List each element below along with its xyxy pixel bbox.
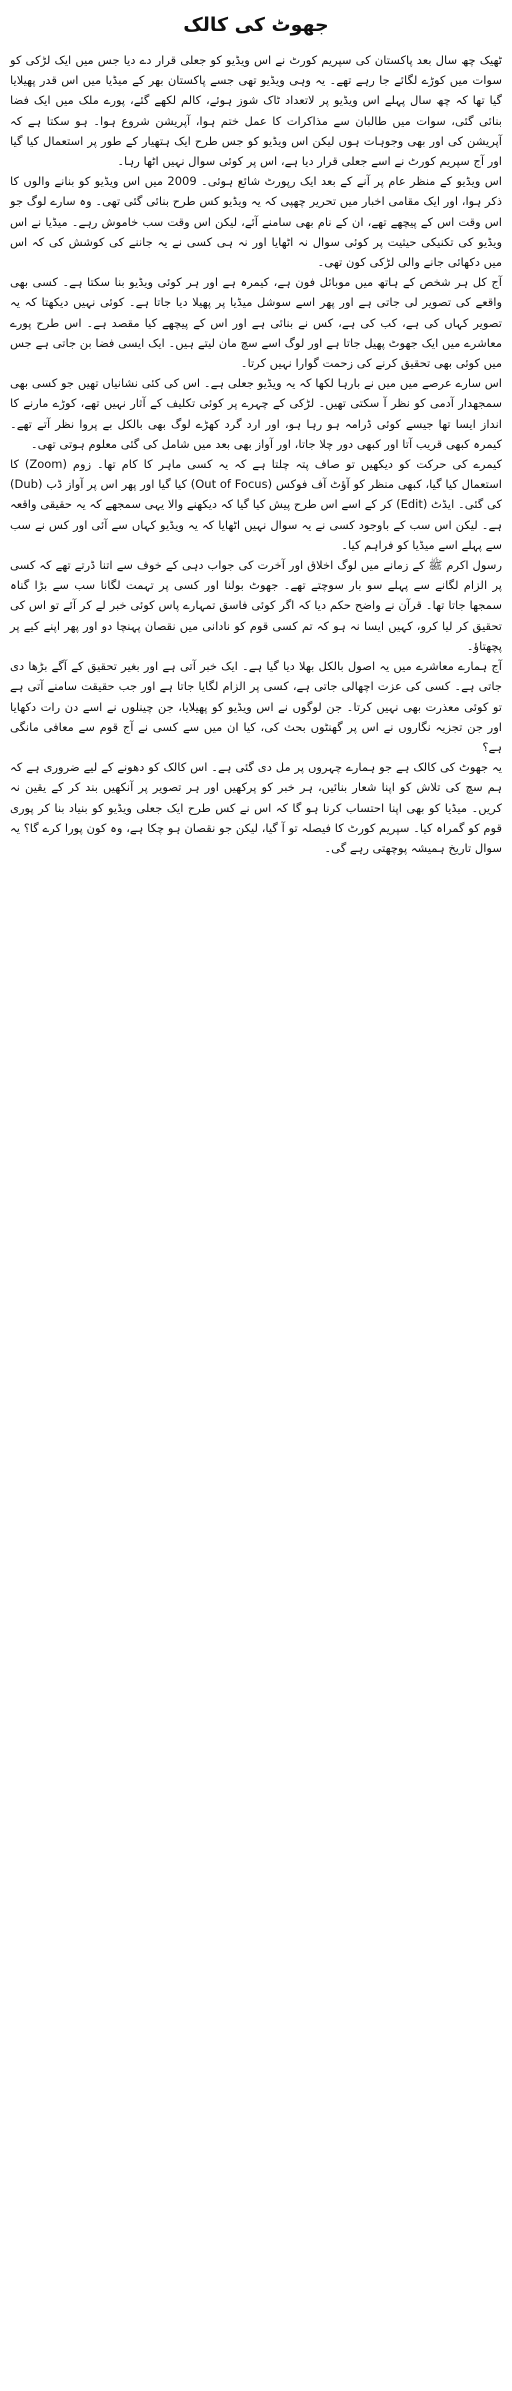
article-body bbox=[10, 50, 502, 858]
article-paragraph: اس سارے عرصے میں میں نے بارہا لکھا کہ یہ ویڈیو جعلی ہے۔ اس کی کئی نشانیاں تھیں جو کسی بھی سمجھدار آدمی کو نظر آ سکتی تھیں۔ لڑکی کے چہرے پر کوئی تکلیف کے آثار نہیں تھے، کوڑے مارنے کا انداز ایسا تھا جیسے کوئی ڈرامہ ہو رہا ہو، اور ارد گرد کھڑے لوگ بھی بالکل بے پروا نظر آتے تھے۔ کیمرہ کبھی قریب آتا اور کبھی دور چلا جاتا، اور آواز بھی بعد میں شامل کی گئی معلوم ہوتی تھی۔ bbox=[10, 376, 502, 451]
article-title: جھوٹ کی کالک bbox=[183, 14, 329, 36]
article-paragraph: رسول اکرم ﷺ کے زمانے میں لوگ اخلاق اور آخرت کی جواب دہی کے خوف سے اتنا ڈرتے تھے کہ کسی پر الزام لگانے سے پہلے سو بار سوچتے تھے۔ جھوٹ بولنا اور کسی پر تہمت لگانا سب سے بڑا گناہ سمجھا جاتا تھا۔ قرآن نے واضح حکم دیا کہ اگر کوئی فاسق تمہارے پاس کوئی خبر لے کر آئے تو اس کی تحقیق کر لیا کرو، کہیں ایسا نہ ہو کہ تم کسی قوم کو نادانی میں نقصان پہنچا دو اور پھر اپنے کیے پر پچھتاؤ۔ bbox=[10, 558, 502, 653]
article-paragraph: آج ہمارے معاشرے میں یہ اصول بالکل بھلا دیا گیا ہے۔ ایک خبر آتی ہے اور بغیر تحقیق کے آگے بڑھا دی جاتی ہے۔ کسی کی عزت اچھالی جاتی ہے، کسی پر الزام لگایا جاتا ہے اور جب حقیقت سامنے آتی ہے تو کوئی معذرت بھی نہیں کرتا۔ جن لوگوں نے اس ویڈیو کو پھیلایا، جن چینلوں نے اسے دن رات دکھایا اور جن تجزیہ نگاروں نے اس پر گھنٹوں بحث کی، کیا ان میں سے کسی نے آج قوم سے معافی مانگی ہے؟ bbox=[10, 659, 502, 754]
article-paragraph: ٹھیک چھ سال بعد پاکستان کی سپریم کورٹ نے اس ویڈیو کو جعلی قرار دے دیا جس میں ایک لڑکی کو سوات میں کوڑے لگائے جا رہے تھے۔ یہ وہی ویڈیو تھی جسے پاکستان بھر کے میڈیا میں اس قدر پھیلایا گیا تھا کہ چھ سال پہلے اس ویڈیو پر لاتعداد ٹاک شوز ہوئے، کالم لکھے گئے، پورے ملک میں ایک فضا بنائی گئی، سوات میں طالبان سے مذاکرات کا عمل ختم ہوا، آپریشن شروع ہوا۔ ہو سکتا ہے کہ آپریشن کی اور بھی وجوہات ہوں لیکن اس ویڈیو کو جس طرح ایک ہتھیار کے طور پر استعمال کیا گیا اور آج سپریم کورٹ نے اسے جعلی قرار دیا ہے، اس پر کوئی سوال نہیں اٹھا رہا۔ bbox=[10, 53, 502, 169]
article-paragraph: یہ جھوٹ کی کالک ہے جو ہمارے چہروں پر مل دی گئی ہے۔ اس کالک کو دھونے کے لیے ضروری ہے کہ ہم سچ کی تلاش کو اپنا شعار بنائیں، ہر خبر کو پرکھیں اور ہر تصویر پر آنکھیں بند کر کے یقین نہ کریں۔ میڈیا کو بھی اپنا احتساب کرنا ہو گا کہ اس نے کس طرح ایک جعلی ویڈیو کو بنیاد بنا کر پوری قوم کو گمراہ کیا۔ سپریم کورٹ کا فیصلہ تو آ گیا، لیکن جو نقصان ہو چکا ہے، وہ کون پورا کرے گا؟ یہ سوال تاریخ ہمیشہ پوچھتی رہے گی۔ bbox=[10, 760, 502, 855]
article-paragraph: کیمرے کی حرکت کو دیکھیں تو صاف پتہ چلتا ہے کہ یہ کسی ماہر کا کام تھا۔ زوم (Zoom) کا استعمال کیا گیا، کبھی منظر کو آؤٹ آف فوکس (Out of Focus) کیا گیا اور پھر اس پر آواز ڈب (Dub) کی گئی۔ ایڈٹ (Edit) کر کے اسے اس طرح پیش کیا گیا کہ دیکھنے والا یہی سمجھے کہ یہ حقیقی واقعہ ہے۔ لیکن اس سب کے باوجود کسی نے یہ سوال نہیں اٹھایا کہ یہ ویڈیو کہاں سے آئی اور کس نے سب سے پہلے اسے میڈیا کو فراہم کیا۔ bbox=[10, 457, 503, 552]
article-paragraph: آج کل ہر شخص کے ہاتھ میں موبائل فون ہے، کیمرہ ہے اور ہر کوئی ویڈیو بنا سکتا ہے۔ کسی بھی واقعے کی تصویر لی جاتی ہے اور پھر اسے سوشل میڈیا پر پھیلا دیا جاتا ہے۔ کوئی نہیں دیکھتا کہ یہ تصویر کہاں کی ہے، کب کی ہے، کس نے بنائی ہے اور اس کے پیچھے کیا مقصد ہے۔ اس طرح پورے معاشرے میں ایک جھوٹ پھیل جاتا ہے اور لوگ اسے سچ مان لیتے ہیں۔ ایک ایسی فضا بن جاتی ہے جس میں کوئی بھی تحقیق کرنے کی زحمت گوارا نہیں کرتا۔ bbox=[10, 275, 502, 371]
article-paragraph: اس ویڈیو کے منظر عام پر آنے کے بعد ایک رپورٹ شائع ہوئی۔ 2009 میں اس ویڈیو کو بنانے والوں کا ذکر ہوا، اور ایک مقامی اخبار میں تحریر چھپی کہ یہ ویڈیو کس طرح بنائی گئی تھی۔ وہ سارے لوگ جو اس وقت اس کے پیچھے تھے، ان کے نام بھی سامنے آئے، لیکن اس وقت سب خاموش رہے۔ میڈیا نے اس ویڈیو کی تکنیکی حیثیت پر کوئی سوال نہ اٹھایا اور نہ ہی کسی نے یہ جاننے کی کوشش کی کہ اس میں دکھائی جانے والی لڑکی کون تھی۔ bbox=[10, 174, 502, 270]
